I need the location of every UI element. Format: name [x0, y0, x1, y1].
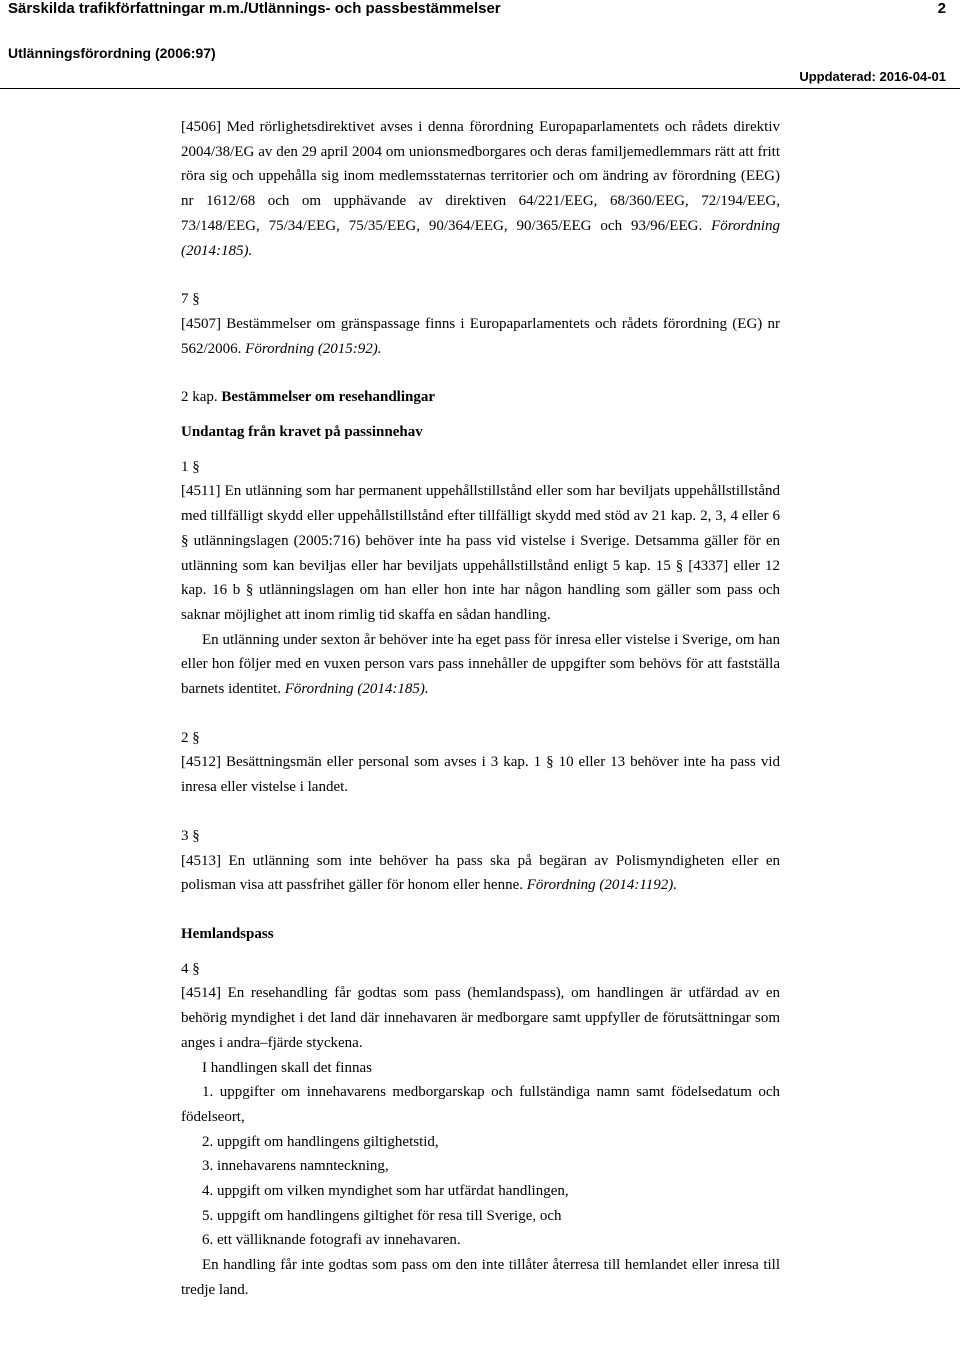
paragraph-last: En handling får inte godtas som pass om den inte tillåter återresa till hemlandet eller inresa till tredje land. [181, 1257, 780, 1298]
header-divider [0, 88, 960, 89]
list-intro: I handlingen skall det finnas [202, 1059, 372, 1076]
list-item: 4. uppgift om vilken myndighet som har utfärdat handlingen, [202, 1183, 569, 1200]
updated-date: Uppdaterad: 2016-04-01 [799, 69, 946, 84]
section-heading: Undantag från kravet på passinnehav [181, 424, 423, 441]
amendment-ref: Förordning (2015:92). [245, 340, 382, 357]
paragraph-4511-second: En utlänning under sexton år behöver inte ha eget pass för inresa eller vistelse i Sverige, om han eller hon följer med en vuxen person vars pass innehåller de uppgifter som behövs för att fastställa barnets identitet. Förordning (2014:185). [181, 631, 780, 698]
section-marker-2: 2 § [181, 729, 200, 746]
section-marker-4: 4 § [181, 960, 200, 977]
page-number: 2 [937, 0, 946, 17]
paragraph-4512: [4512] Besättningsmän eller personal som avses i 3 kap. 1 § 10 eller 13 behöver inte ha pass vid inresa eller vistelse i landet. [181, 754, 780, 796]
paragraph-4507: [4507] Bestämmelser om gränspassage finns i Europaparlamentets och rådets förordning (EG) nr 562/2006. Förordning (2015:92). [181, 315, 780, 357]
paragraph-4511: [4511] En utlänning som har permanent uppehållstillstånd eller som har beviljats uppehållstillstånd med tillfälligt skydd eller uppehållstillstånd efter tillfälligt skydd med stöd av 21 kap. 2, 3, 4 eller 6 § utlänningslagen (2005:716) behöver inte ha pass vid vistelse i Sverige. Detsamma gäller för en utlänning som kan beviljas eller har beviljats uppehållstillstånd enligt 5 kap. 15 § [4337] eller 12 kap. 16 b § utlänningslagen om han eller hon inte har någon handling som gäller som pass och saknar möjlighet att inom rimlig tid skaffa en sådan handling. [181, 483, 780, 623]
paragraph-4513: [4513] En utlänning som inte behöver ha pass ska på begäran av Polismyndigheten eller en polisman visa att passfrihet gäller för honom eller henne. Förordning (2014:1192). [181, 852, 780, 894]
section-marker-3: 3 § [181, 827, 200, 844]
document-title: Särskilda trafikförfattningar m.m./Utlännings- och passbestämmelser [8, 0, 501, 17]
paragraph-4514: [4514] En resehandling får godtas som pass (hemlandspass), om handlingen är utfärdad av en behörig myndighet i det land där innehavaren är medborgare samt uppfyller de förutsättningar som anges i andra–fjärde styckena. [181, 985, 780, 1051]
list-item: 6. ett välliknande fotografi av innehavaren. [202, 1232, 461, 1249]
amendment-ref: Förordning (2014:1192). [526, 877, 677, 894]
document-subtitle: Utlänningsförordning (2006:97) [8, 45, 216, 61]
document-body [181, 115, 780, 1303]
list-item: 5. uppgift om handlingens giltighet för resa till Sverige, och [202, 1207, 562, 1224]
chapter-number: 2 kap. [181, 389, 218, 406]
subheading-hemlandspass: Hemlandspass [181, 925, 274, 942]
page-header [0, 0, 960, 22]
list-item: 2. uppgift om handlingens giltighetstid, [202, 1133, 439, 1150]
chapter-title: Bestämmelser om resehandlingar [221, 389, 436, 406]
list-item: 3. innehavarens namnteckning, [202, 1158, 389, 1175]
paragraph-4506: [4506] Med rörlighetsdirektivet avses i denna förordning Europaparlamentets och rådets direktiv 2004/38/EG av den 29 april 2004 om unionsmedborgares och deras familjemedlemmars rätt att fritt röra sig och uppehålla sig inom medlemsstaternas territorier och om ändring av förordning (EEG) nr 1612/68 och om upphävande av direktiven 64/221/EEG, 68/360/EEG, 72/194/EEG, 73/148/EEG, 75/34/EEG, 75/35/EEG, 90/364/EEG, 90/365/EEG och 93/96/EEG. Förordning (2014:185). [181, 119, 780, 259]
section-marker-1: 1 § [181, 458, 200, 475]
section-marker-7: 7 § [181, 291, 200, 308]
amendment-ref: Förordning (2014:185). [181, 217, 780, 259]
list-item: 1. uppgifter om innehavarens medborgarskap och fullständiga namn samt födelsedatum och födelseort, [181, 1084, 780, 1125]
chapter-heading [181, 385, 780, 410]
amendment-ref: Förordning (2014:185). [284, 681, 429, 698]
